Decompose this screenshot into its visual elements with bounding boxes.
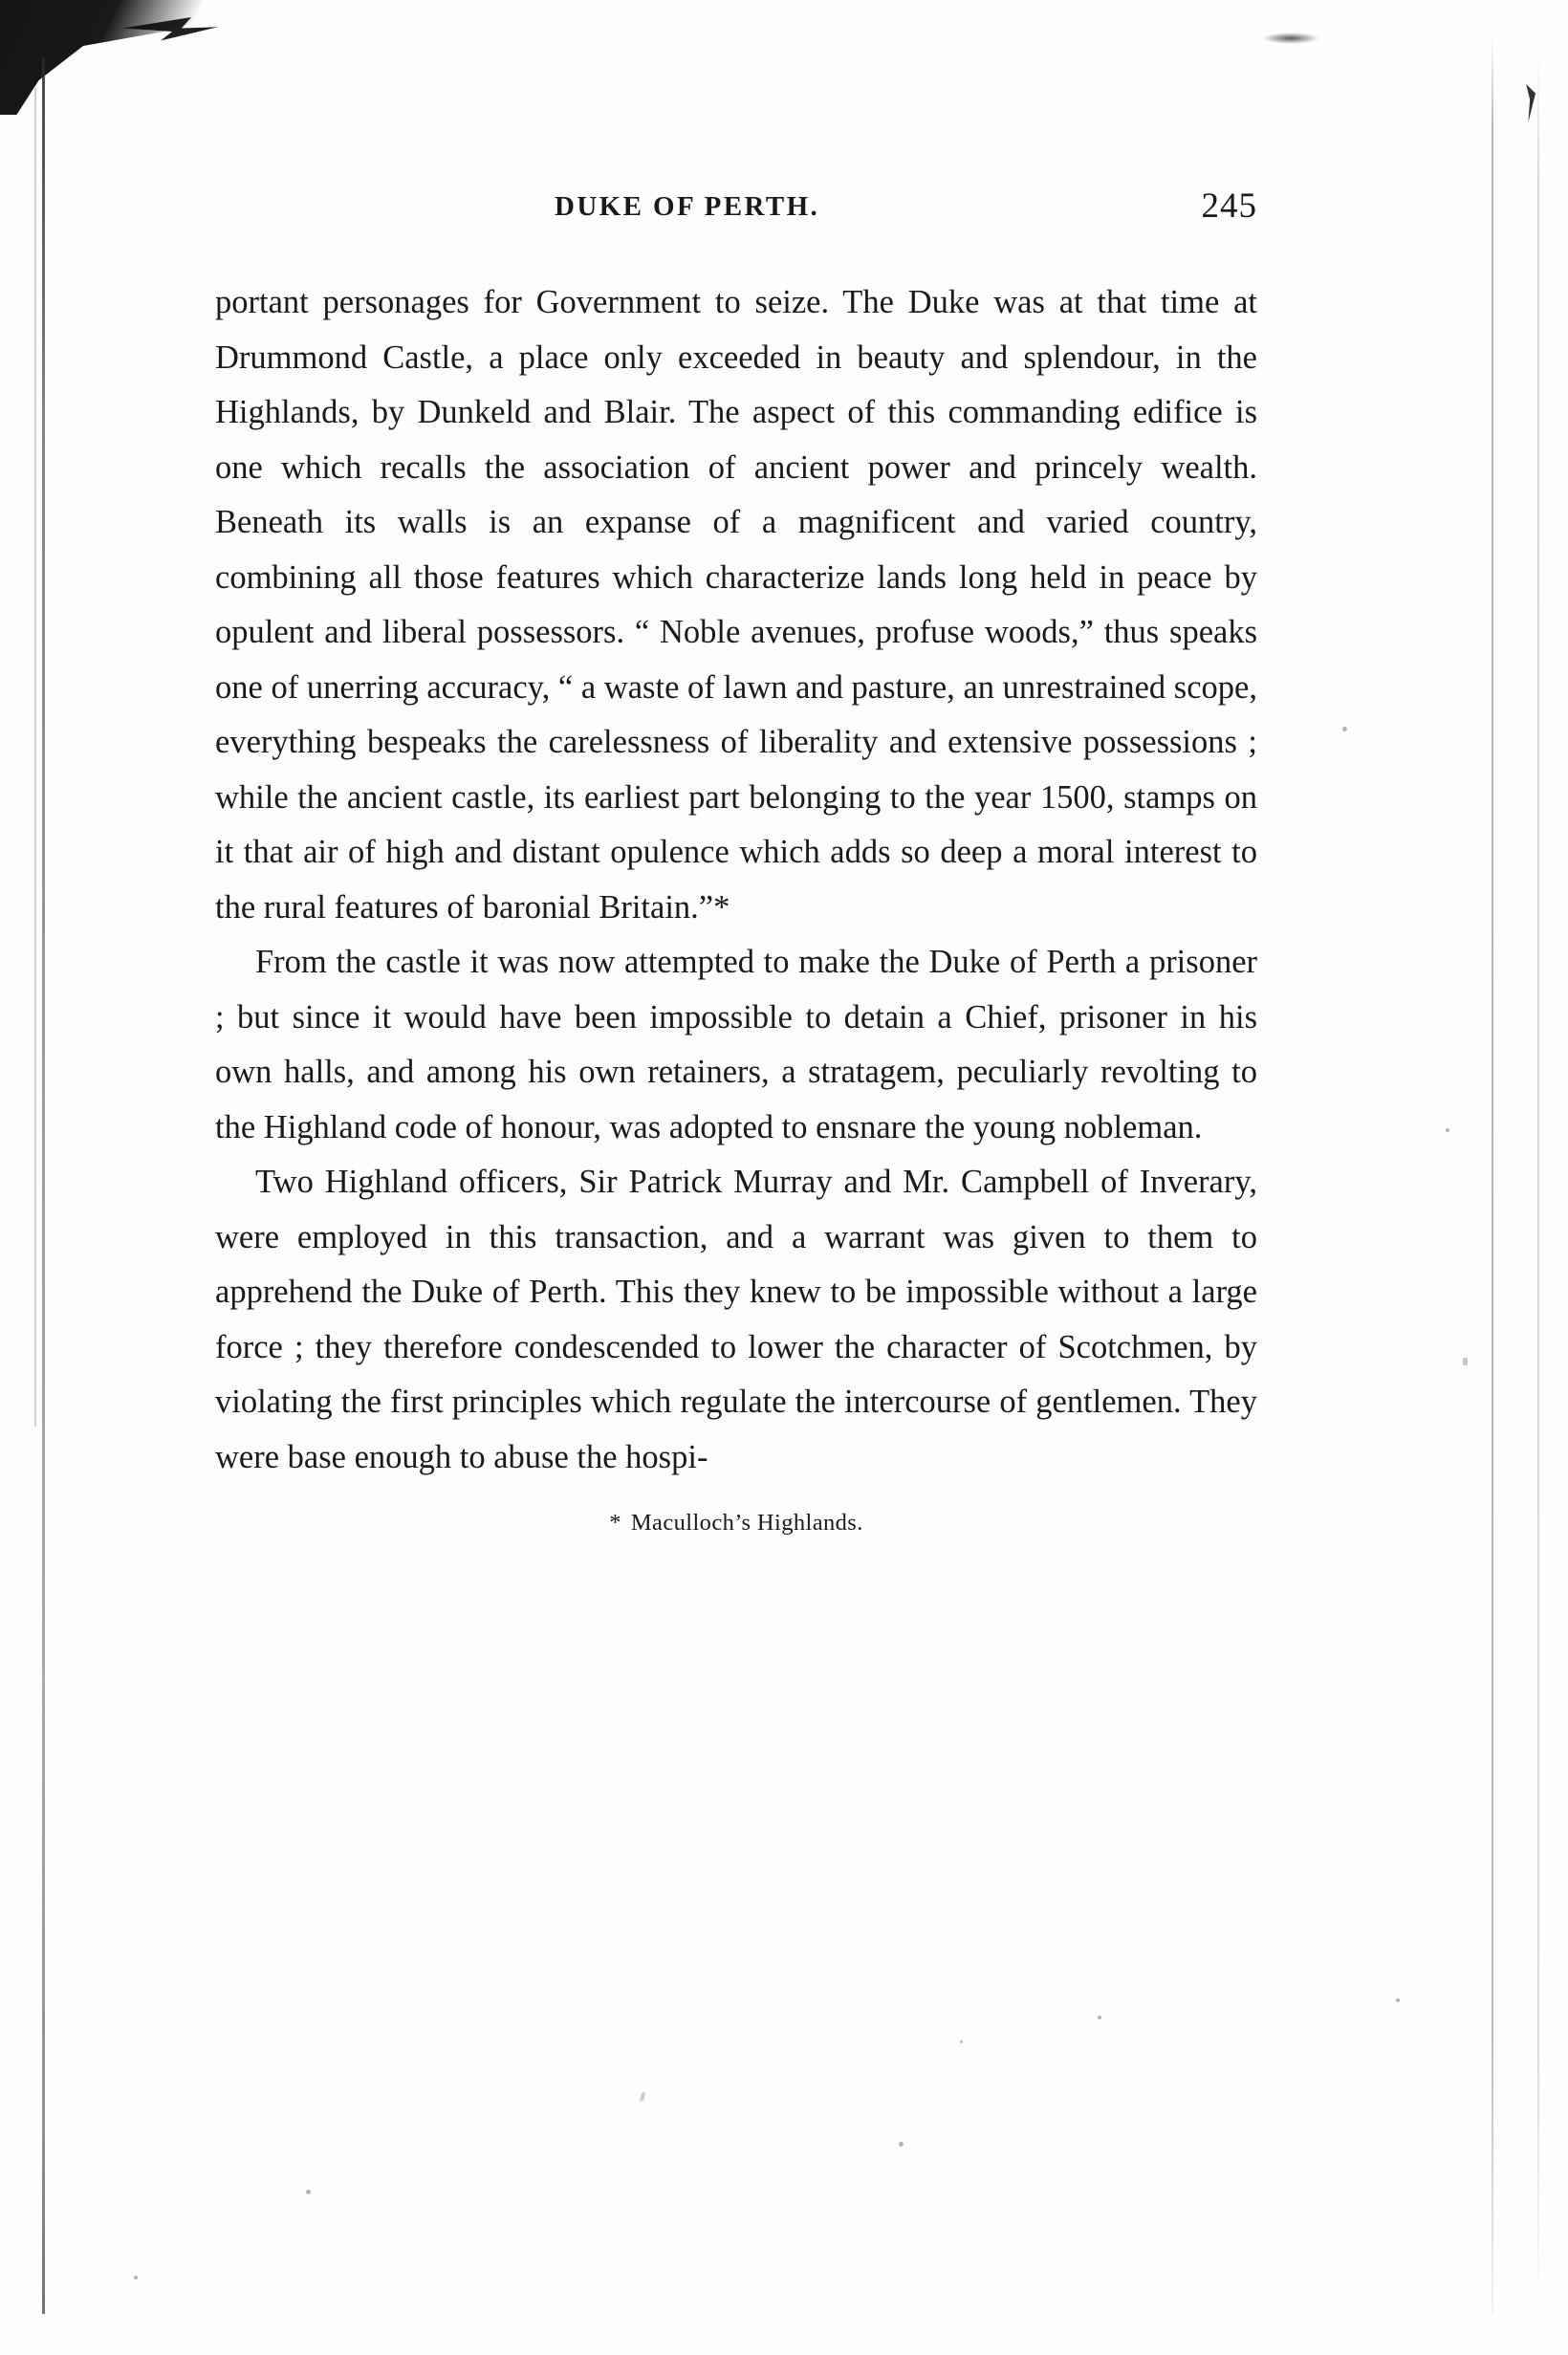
scan-speckle (306, 2190, 311, 2194)
scan-speckle (1463, 1358, 1468, 1365)
scan-right-outer-edge-line (1537, 53, 1539, 2280)
scan-speckle (1342, 727, 1347, 731)
running-head-title: DUKE OF PERTH. (555, 191, 820, 222)
scan-right-edge-line (1492, 38, 1493, 2314)
running-header (215, 186, 1257, 247)
footnote-marker: * (609, 1510, 621, 1536)
scan-left-edge-line (42, 57, 45, 2314)
scan-left-edge-line-secondary (34, 88, 36, 1427)
scan-speckle (1396, 1998, 1400, 2002)
body-paragraph: Two Highland officers, Sir Patrick Murray and Mr. Campbell of Inverary, were employed in this transaction, and a warrant was given to them to apprehend the Duke of Perth. This they knew to be impossible without a large force ; they therefore condescended to lower the character of Scotchmen, by violating the first principles which regulate the intercourse of gentlemen. They were base enough to abuse the hospi- (215, 1164, 1257, 1475)
footnote (215, 1510, 1257, 1537)
scan-speckle (960, 2040, 963, 2043)
scan-speckle (1446, 1128, 1449, 1132)
scan-speckle (1098, 2016, 1101, 2019)
body-paragraph: From the castle it was now attempted to make the Duke of Perth a prisoner ; but since it would have been impossible to detain a Chief, prisoner in his own halls, and among his own retainers, a stratagem, peculiarly revolting to the Highland code of honour, was adopted to ensnare the young nobleman. (215, 944, 1257, 1145)
scan-speckle (134, 2276, 138, 2279)
page-content (215, 186, 1257, 1537)
body-paragraph: portant personages for Government to seize. The Duke was at that time at Drummond Castle, a place only exceeded in beauty and splendour, in the Highlands, by Dunkeld and Blair. The aspect of this commanding edifice is one which recalls the association of ancient power and princely wealth. Beneath its walls is an expanse of a magnificent and varied country, combining all those features which characterize lands long held in peace by opulent and liberal possessors. “ Noble avenues, profuse woods,” thus speaks one of unerring accuracy, “ a waste of lawn and pasture, an unrestrained scope, everything bespeaks the carelessness of liberality and extensive possessions ; while the ancient castle, its earliest part belonging to the year 1500, stamps on it that air of high and distant opulence which adds so deep a moral interest to the rural features of baronial Britain.”* (215, 284, 1257, 926)
page-number: 245 (1201, 186, 1257, 226)
scan-speckle (899, 2142, 904, 2147)
footnote-text: Maculloch’s Highlands. (630, 1510, 863, 1536)
scan-top-smudge (1262, 33, 1319, 44)
